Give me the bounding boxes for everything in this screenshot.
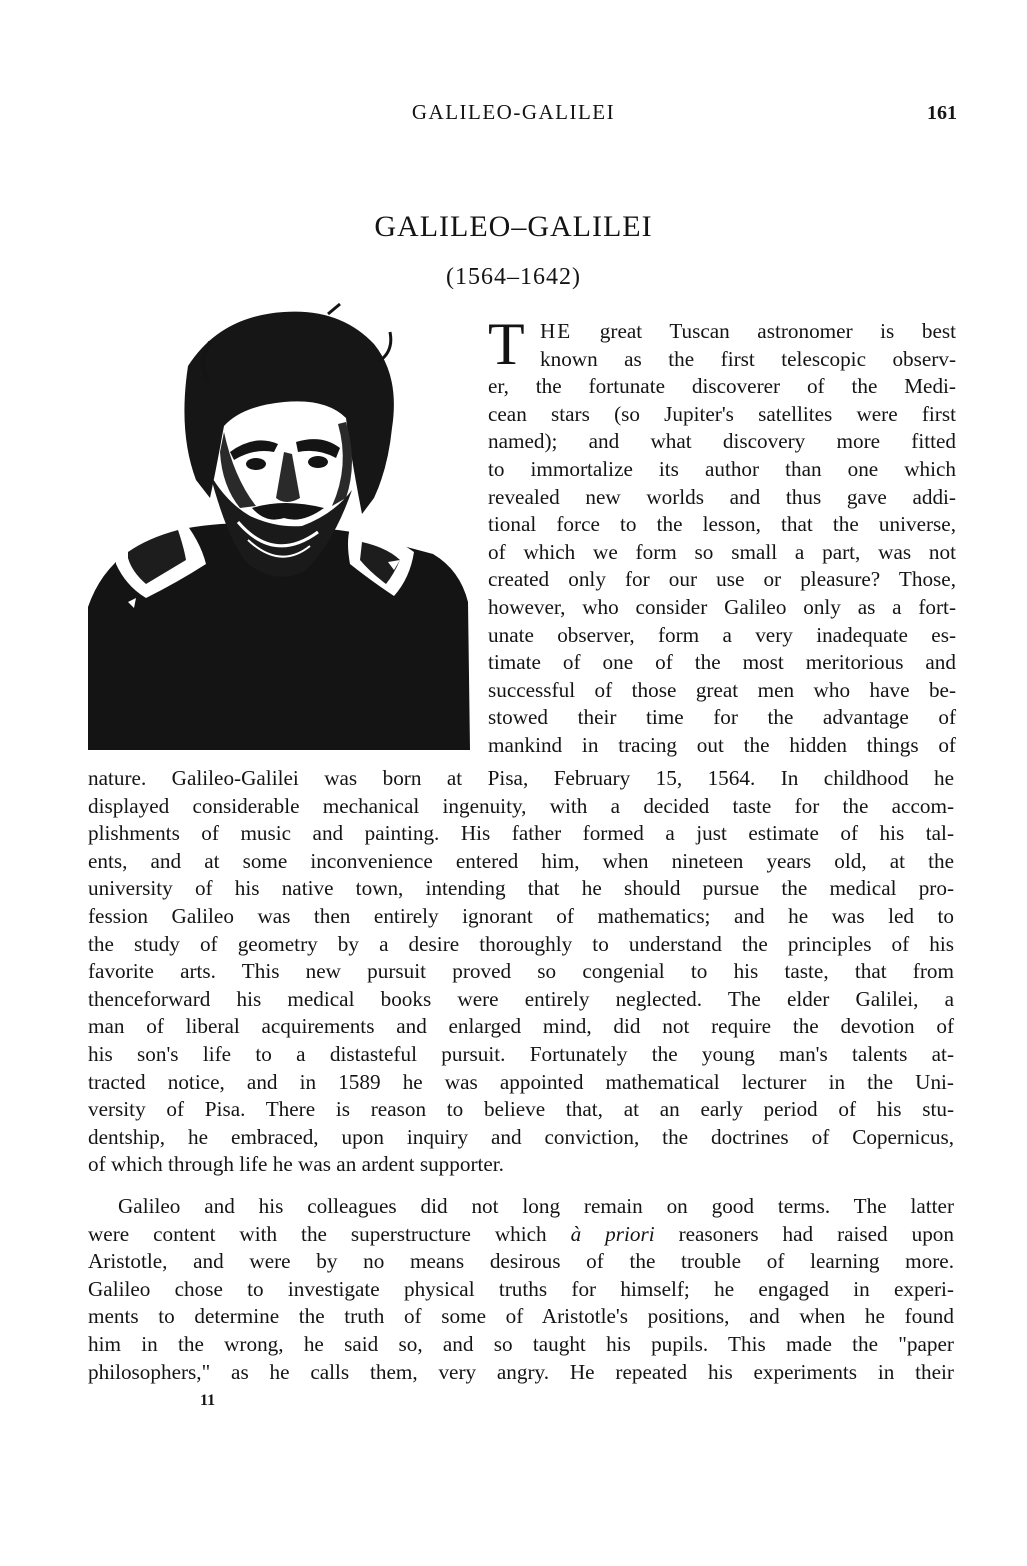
- italic-phrase: à priori: [570, 1221, 655, 1246]
- text-line: however, who consider Galileo only as a fort-: [488, 594, 956, 619]
- first-line-text: great Tuscan astronomer is best: [572, 319, 956, 343]
- text-line: university of his native town, intending that he should pursue the medical pro-: [88, 876, 954, 901]
- chapter-title: GALILEO–GALILEI: [374, 210, 653, 243]
- small-caps-text: HE: [540, 319, 573, 343]
- text-line: [88, 1221, 954, 1249]
- life-dates: (1564–1642): [446, 264, 581, 290]
- paragraph-1-full: [88, 765, 954, 1179]
- text-line: favorite arts. This new pursuit proved so congenial to his taste, that from: [88, 959, 954, 984]
- text-line: ments to determine the truth of some of Aristotle's positions, and when he found: [88, 1304, 954, 1329]
- text-line: ents, and at some inconvenience entered him, when nineteen years old, at the: [88, 848, 954, 873]
- text-line: philosophers," as he calls them, very angry. He repeated his experiments in their: [88, 1359, 954, 1384]
- text-line: of which through life he was an ardent supporter.: [88, 1152, 504, 1177]
- text-line: dentship, he embraced, upon inquiry and conviction, the doctrines of Copernicus,: [88, 1124, 954, 1149]
- text-line: known as the first telescopic observ-: [540, 346, 956, 371]
- text-line: his son's life to a distasteful pursuit. Fortunately the young man's talents at-: [88, 1041, 954, 1066]
- text-line: man of liberal acquirements and enlarged mind, did not require the devotion of: [88, 1014, 954, 1039]
- text-line: plishments of music and painting. His father formed a just estimate of his tal-: [88, 821, 954, 846]
- text-line: stowed their time for the advantage of: [488, 705, 956, 730]
- text-line: cean stars (so Jupiter's satellites were first: [488, 401, 956, 426]
- running-head: [0, 100, 1027, 130]
- text-line: created only for our use or pleasure? Those,: [488, 567, 956, 592]
- galileo-portrait-image: [88, 302, 470, 750]
- text-line: unate observer, form a very inadequate es-: [488, 622, 956, 647]
- text-line: tracted notice, and in 1589 he was appointed mathematical lecturer in the Uni-: [88, 1069, 954, 1094]
- text-line: Aristotle, and were by no means desirous of the trouble of learning more.: [88, 1249, 954, 1274]
- running-title: GALILEO-GALILEI: [411, 100, 616, 124]
- text-line: thenceforward his medical books were entirely neglected. The elder Galilei, a: [88, 986, 954, 1011]
- text-line: er, the fortunate discoverer of the Medi-: [488, 374, 956, 399]
- text-line: versity of Pisa. There is reason to believe that, at an early period of his stu-: [88, 1097, 954, 1122]
- text-line: to immortalize its author than one which: [488, 456, 956, 481]
- text-line: him in the wrong, he said so, and so taught his pupils. This made the "paper: [88, 1331, 954, 1356]
- text-line: displayed considerable mechanical ingenuity, with a decided taste for the accom-: [88, 793, 954, 818]
- text-line: timate of one of the most meritorious and: [488, 650, 956, 675]
- paragraph-2: [88, 1193, 954, 1386]
- drop-cap: T: [488, 311, 525, 377]
- text-line: successful of those great men who have be-: [488, 677, 956, 702]
- text-line: the study of geometry by a desire thoroughly to understand the principles of his: [88, 931, 954, 956]
- text-line: of which we form so small a part, was not: [488, 539, 956, 564]
- paragraph-1-side: [488, 311, 956, 760]
- text-line: mankind in tracing out the hidden things of: [488, 732, 956, 757]
- text-line: tional force to the lesson, that the universe,: [488, 512, 956, 537]
- text-line: Galileo and his colleagues did not long remain on good terms. The latter: [118, 1194, 954, 1218]
- page-number: 161: [927, 102, 957, 124]
- text-line: named); and what discovery more fitted: [488, 429, 956, 454]
- text-line: Galileo chose to investigate physical truths for himself; he engaged in experi-: [88, 1276, 954, 1301]
- signature-mark: 11: [200, 1392, 216, 1409]
- text-segment: were content with the superstructure which: [88, 1221, 571, 1246]
- text-line: nature. Galileo-Galilei was born at Pisa, February 15, 1564. In childhood he: [88, 766, 954, 790]
- text-line: revealed new worlds and thus gave addi-: [488, 484, 956, 509]
- text-segment: reasoners had raised upon: [654, 1221, 954, 1246]
- text-line: fession Galileo was then entirely ignorant of mathematics; and he was led to: [88, 903, 954, 928]
